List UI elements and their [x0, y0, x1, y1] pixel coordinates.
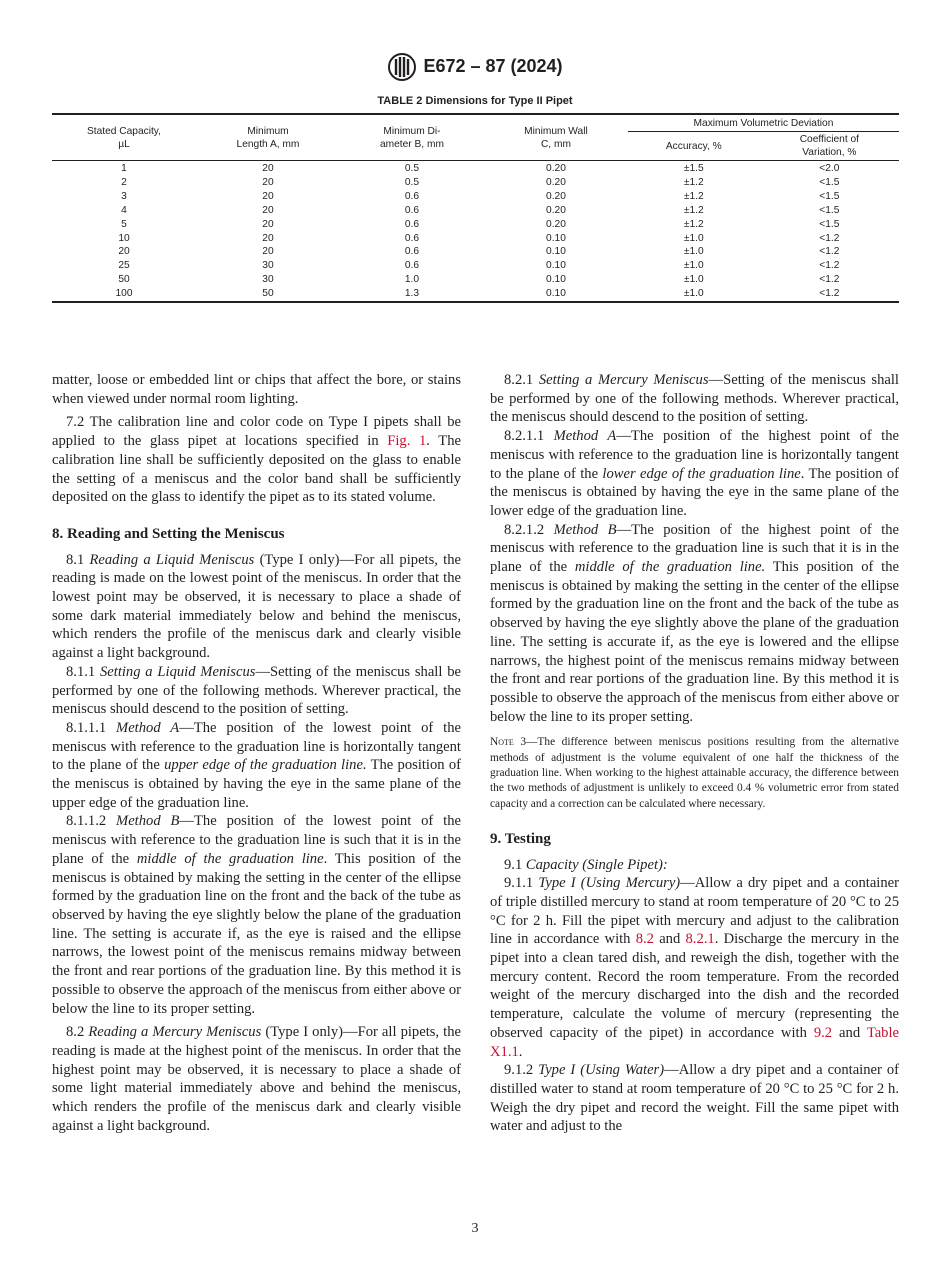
italic-text: Method A — [553, 428, 617, 445]
paragraph — [52, 663, 461, 719]
table-cell: 20 — [262, 204, 274, 216]
table-cell: <1.5 — [819, 176, 840, 188]
table-cell: 3 — [121, 190, 127, 202]
paragraph — [52, 1023, 461, 1135]
table-cell: <2.0 — [819, 163, 840, 174]
table-cell: <1.2 — [819, 246, 840, 258]
paragraph — [52, 812, 461, 1018]
italic-text: Method B — [553, 521, 617, 538]
table-cell: <1.2 — [819, 260, 840, 272]
text: 9.1 — [504, 856, 526, 873]
text: 8.2.1.2 — [504, 521, 554, 538]
note-label: Note 3 — [490, 736, 527, 749]
text: . — [518, 1043, 523, 1060]
astm-logo-icon — [387, 52, 417, 82]
table-cell: 0.10 — [546, 274, 566, 286]
italic-text: Capacity (Single Pipet): — [525, 856, 668, 873]
table-cell: <1.2 — [819, 288, 840, 300]
italic-text: Setting a Mercury Meniscus — [538, 372, 709, 388]
text: —The position of the highest point of the meniscus with reference to the graduation line is such that it is in the plane of the — [490, 521, 900, 576]
text: and — [653, 931, 686, 948]
table-cell: ±1.0 — [683, 232, 704, 244]
right-column — [490, 371, 899, 1136]
page-header — [0, 52, 950, 82]
table-cell: 4 — [121, 204, 127, 216]
text: and — [832, 1024, 867, 1041]
text: 9.1.1 — [504, 875, 539, 892]
table-row — [52, 232, 899, 246]
table-cell: ±1.0 — [683, 274, 704, 286]
table-cell: 0.20 — [546, 218, 566, 230]
paragraph — [490, 856, 899, 875]
table-cell: 0.5 — [404, 163, 420, 174]
table-cell: ±1.2 — [683, 204, 704, 216]
dimensions-table — [52, 113, 899, 303]
column-header: Stated Capacity, µL — [86, 125, 161, 150]
text: . Discharge the mercury in the pipet into a clean tared dish, and reweigh the dish, together with the mercury content. Record the room temperature. From the recorded weight of the mercury discharged into the dish and the recorded temperature, calculate the volume of mercury (representing the observed capacity of the pipet) in accordance with — [490, 931, 899, 1041]
table-cell: 20 — [262, 190, 274, 202]
italic-text: Method B — [116, 813, 180, 830]
table-cell: 20 — [262, 232, 274, 244]
text: —The position of the lowest point of the meniscus with reference to the graduation line is such that it is in the plane of the — [52, 813, 461, 867]
table-cell: 0.6 — [404, 232, 420, 244]
text: 8.2 — [66, 1024, 89, 1041]
table-row — [52, 161, 899, 176]
text: (Type I only)—For all pipets, the reading is made at the highest point of the meniscus. In order that the highest point may be observed, it is necessary to place a shade of some light material immediately above and behind the meniscus, which renders the profile of the meniscus dark and clearly visible against a light background. — [52, 1024, 461, 1134]
section-heading — [490, 830, 899, 849]
table-cell: 0.20 — [546, 190, 566, 202]
table-cell: <1.5 — [819, 190, 840, 202]
group-header: Maximum Volumetric Deviation — [628, 114, 899, 132]
table-cell: 0.20 — [546, 176, 566, 188]
italic-text: Reading a Liquid Meniscus — [89, 551, 255, 568]
table-cell: 1 — [121, 163, 127, 174]
table-cell: 20 — [262, 218, 274, 230]
page-number: 3 — [471, 1221, 479, 1236]
table-cell: 0.10 — [546, 246, 566, 258]
text: . This position of the meniscus is obtained by making the setting in the center of the ellipse formed by the graduation line on the front and the back of the tube as observed by having the eye slightly below the plane of the graduation line. The setting is accurate if, as the eye is raised and the ellipse narrows, the lowest point of the meniscus remains midway between the front and rear portions of the graduation line. By this method it is possible to observe the approach of the meniscus from either above or below the line to its proper setting. — [52, 850, 461, 1017]
table-cell: 0.6 — [404, 218, 420, 230]
text: 8.1.1.2 — [66, 813, 117, 830]
column-header: Minimum Di- ameter B, mm — [379, 125, 444, 150]
table-row — [52, 204, 899, 218]
table-cell: <1.2 — [819, 274, 840, 286]
text: The position of the meniscus is obtained by having the eye in the same plane of the upper edge of the graduation line. — [52, 757, 461, 811]
table-cell: 50 — [262, 288, 274, 300]
table-cell: ±1.5 — [683, 163, 704, 174]
left-column — [52, 371, 461, 1135]
column-header: Minimum Length A, mm — [236, 125, 300, 150]
text: 8.1.1.1 — [66, 719, 117, 736]
table-cell: <1.5 — [819, 218, 840, 230]
italic-text: upper edge of the graduation line. — [164, 757, 367, 774]
text: This position of the meniscus is obtained by making the setting in the center of the ellipse formed by the graduation line on the front and the back of the tube as observed by having the eye slightly above the plane of the graduation line. The setting is accurate if, as the eye is lowered and the ellipse narrows, the highest point of the meniscus remains midway between the front and rear portions of the graduation line. By this method it is possible to observe the approach of the meniscus from either above or below the line to its proper setting. — [490, 559, 899, 725]
paragraph — [490, 1061, 899, 1136]
cross-reference-link[interactable]: Fig. 1 — [387, 433, 427, 450]
text: —The difference between meniscus positions resulting from the alternative methods of adjustment is the volume equivalent of one half the thickness of the graduation line. When working to the highest attainable accuracy, the difference between the two methods of adjustment is unlikely to exceed 0.4 % volumetric error from stated capacity and a correction can be calculated where necessary. — [490, 736, 899, 810]
table-cell: 2 — [121, 176, 127, 188]
table-cell: 0.20 — [546, 163, 566, 174]
table-cell: <1.5 — [819, 204, 840, 216]
column-header: Minimum Wall C, mm — [524, 125, 588, 150]
table-cell: 0.10 — [546, 260, 566, 272]
note — [490, 735, 899, 811]
table-cell: ±1.2 — [683, 190, 704, 202]
text: 9. Testing — [490, 830, 551, 847]
cross-reference-link[interactable]: 8.2.1 — [685, 931, 715, 948]
italic-text: Type I (Using Mercury) — [538, 875, 681, 892]
cross-reference-link[interactable]: Table X1.1 — [490, 1024, 900, 1060]
table-cell: 20 — [118, 246, 130, 258]
paragraph — [490, 427, 899, 521]
text: —The position of the lowest point of the meniscus with reference to the graduation line is horizontally tangent to the plane of the — [52, 719, 461, 774]
text: 7.2 The calibration line and color code on Type I pipets shall be applied to the glass pipet at locations specified in — [52, 414, 461, 450]
section-heading — [52, 525, 461, 544]
table-cell: 5 — [121, 218, 127, 230]
text: 8. Reading and Setting the Meniscus — [52, 525, 285, 542]
italic-text: Type I (Using Water) — [538, 1062, 665, 1079]
text: 8.1.1 — [66, 663, 100, 680]
table-cell: 0.6 — [404, 260, 420, 272]
italic-text: lower edge of the graduation line — [602, 465, 801, 482]
text: . The calibration line shall be sufficiently deposited on the glass to enable the setting of a meniscus and the color band shall be sufficiently deposited on the glass to identify the pipet as to its stated volume. — [52, 433, 461, 506]
table-cell: 25 — [118, 260, 130, 272]
table-cell: 1.0 — [404, 274, 420, 286]
table-row — [52, 218, 899, 232]
table-cell: 10 — [118, 232, 130, 244]
text: matter, loose or embedded lint or chips that affect the bore, or stains when viewed under normal room lighting. — [52, 372, 461, 407]
table-cell: 50 — [118, 274, 130, 286]
text: (Type I only)—For all pipets, the reading is made on the lowest point of the meniscus. In order that the lowest point may be observed, it is necessary to place a shade of some dark material immediately below and behind the meniscus, which renders the profile of the meniscus dark and clearly visible against a light background. — [52, 551, 461, 662]
table-cell: ±1.2 — [683, 218, 704, 230]
italic-text: Method A — [116, 719, 180, 736]
column-header: Coefficient of Variation, % — [799, 134, 859, 158]
text: 8.2.1.1 — [504, 428, 554, 445]
table-row — [52, 287, 899, 302]
table-cell: ±1.0 — [683, 246, 704, 258]
text: —Setting of the meniscus shall be performed by one of the following methods. Wherever practical, the meniscus should descend to the position of setting. — [52, 663, 461, 718]
text: —The position of the highest point of the meniscus with reference to the graduation line is horizontally tangent to the plane of the — [490, 428, 900, 482]
table-cell: 0.6 — [404, 204, 420, 216]
table-cell: 30 — [262, 260, 274, 272]
paragraph — [52, 413, 461, 507]
paragraph — [490, 371, 899, 427]
table-row — [52, 176, 899, 190]
table-cell: ±1.0 — [683, 260, 704, 272]
paragraph — [52, 719, 461, 813]
table-cell: 20 — [262, 176, 274, 188]
column-header: Accuracy, % — [665, 140, 722, 152]
italic-text: middle of the graduation line. — [574, 559, 766, 576]
table-row — [52, 259, 899, 273]
table-cell: 20 — [262, 163, 274, 174]
italic-text: Setting a Liquid Meniscus — [99, 663, 256, 680]
text: —Setting of the meniscus shall be performed by one of the following methods. Wherever practical, the meniscus should descend to the position of setting. — [490, 372, 899, 426]
text: . The position of the meniscus is obtained by having the eye in the same plane of the lower edge of the graduation line. — [490, 465, 900, 519]
paragraph — [490, 521, 899, 727]
text: 9.1.2 — [504, 1062, 539, 1079]
table-cell: ±1.0 — [683, 288, 704, 300]
table-cell: ±1.2 — [683, 176, 704, 188]
table-cell: 100 — [115, 288, 133, 300]
table-row — [52, 245, 899, 259]
table-cell: 0.6 — [404, 246, 420, 258]
text: 8.1 — [66, 551, 90, 568]
cross-reference-link[interactable]: 9.2 — [813, 1024, 833, 1041]
designation: E672 – 87 (2024) — [423, 55, 563, 76]
table-row — [52, 190, 899, 204]
table-cell: 1.3 — [404, 288, 420, 300]
table-cell: 0.10 — [546, 288, 566, 300]
table-cell: 0.10 — [546, 232, 566, 244]
italic-text: Reading a Mercury Meniscus — [88, 1024, 262, 1041]
paragraph — [490, 874, 899, 1061]
cross-reference-link[interactable]: 8.2 — [635, 931, 654, 948]
text: —Allow a dry pipet and a container of triple distilled mercury to stand at room temperature of 20 °C to 25 °C for 2 h. Fill the pipet with mercury and adjust to the calibration line in accordance with — [490, 875, 899, 948]
table-title: TABLE 2 Dimensions for Type II Pipet — [377, 95, 573, 107]
italic-text: middle of the graduation line — [136, 850, 324, 867]
table-cell: 30 — [262, 274, 274, 286]
paragraph — [52, 551, 461, 663]
table-cell: 0.20 — [546, 204, 566, 216]
table-cell: 0.5 — [404, 176, 420, 188]
text: —Allow a dry pipet and a container of distilled water to stand at room temperature of 20 °C to 25 °C for 2 h. Weigh the dry pipet and record the weight. Fill the same pipet with water and adjust to the — [490, 1062, 899, 1135]
paragraph — [52, 371, 461, 408]
table-cell: <1.2 — [819, 232, 840, 244]
table-cell: 0.6 — [404, 190, 420, 202]
table-row — [52, 273, 899, 287]
text: 8.2.1 — [504, 372, 539, 388]
table-cell: 20 — [262, 246, 274, 258]
